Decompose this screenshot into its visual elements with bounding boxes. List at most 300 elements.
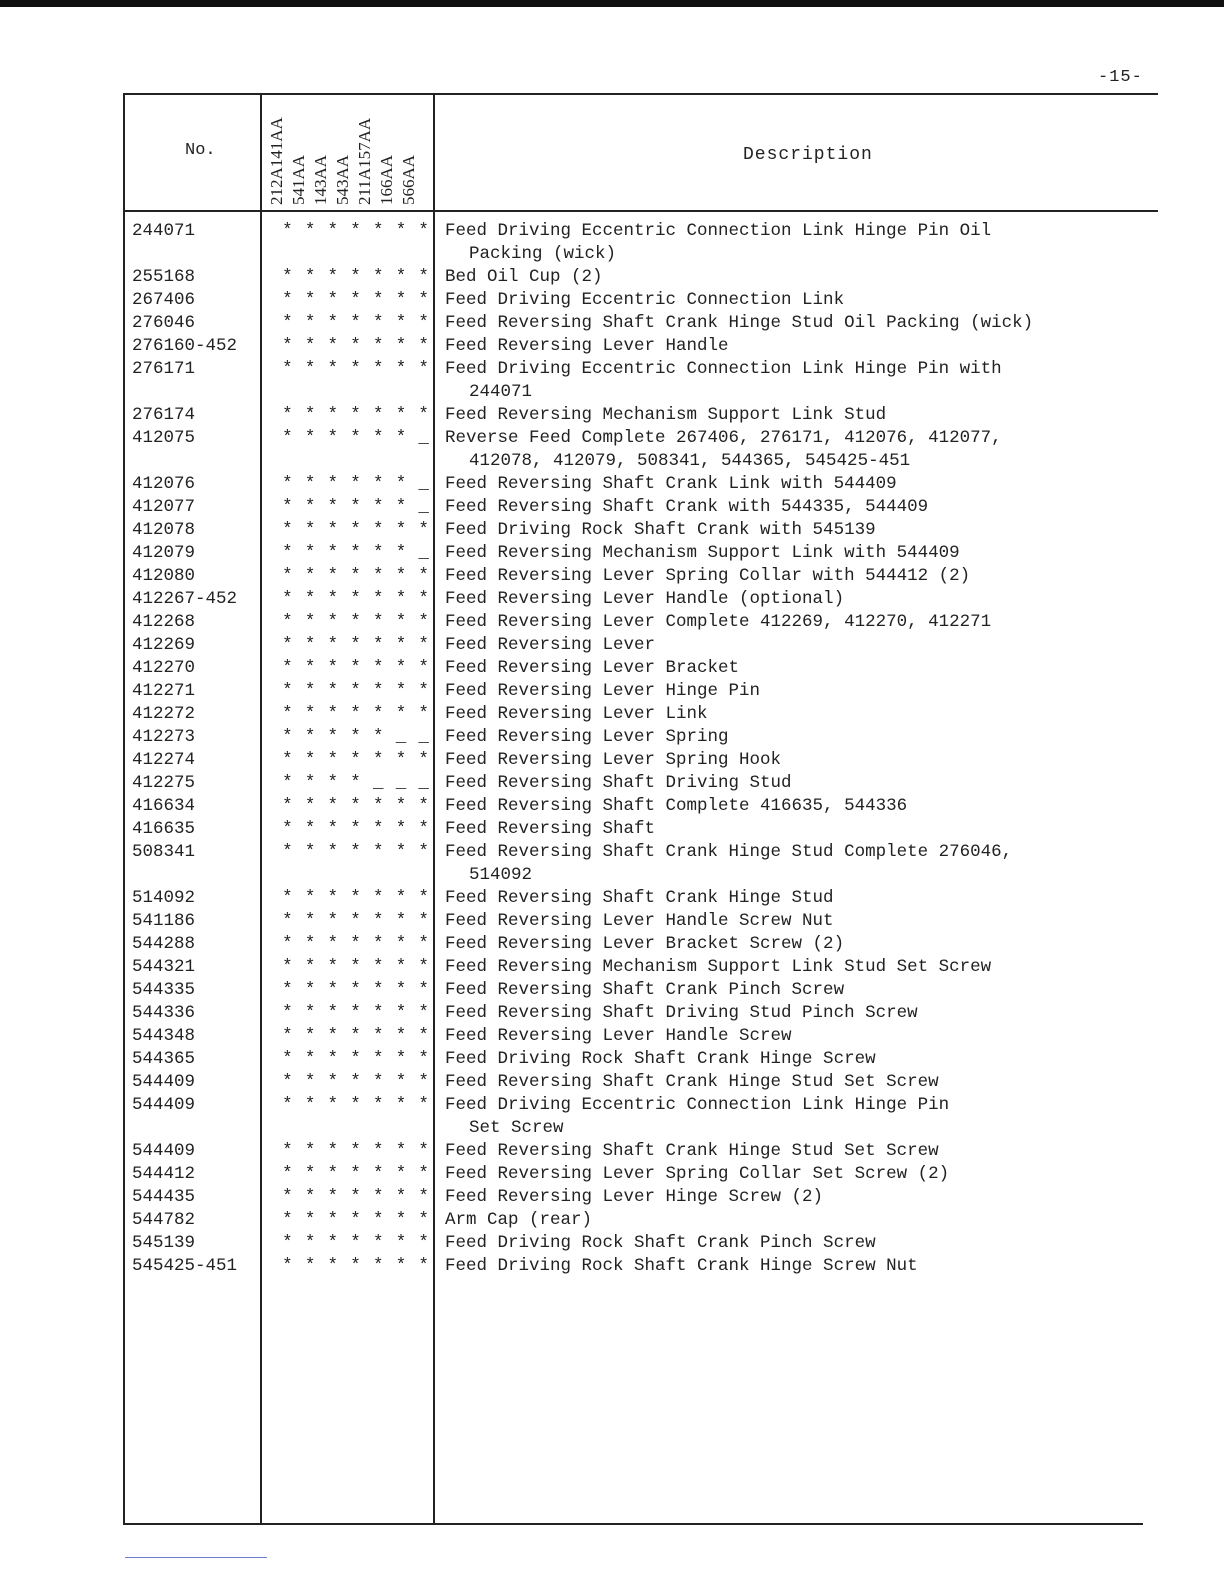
description-line: Feed Reversing Shaft Driving Stud Pinch Screw (445, 1003, 918, 1023)
model-marks (263, 1140, 435, 1163)
model-mark: * (327, 313, 339, 333)
description-line: Feed Reversing Shaft Complete 416635, 544336 (445, 796, 908, 816)
model-mark: * (327, 773, 339, 793)
part-number: 545425-451 (132, 1256, 238, 1276)
table-row (123, 496, 1158, 519)
part-description (435, 1094, 1135, 1140)
model-mark: * (418, 1026, 429, 1046)
model-marks (263, 1025, 435, 1048)
table-row (123, 795, 1158, 818)
model-mark: * (282, 290, 293, 310)
model-mark: * (327, 750, 339, 770)
part-description (435, 427, 1135, 473)
model-mark: * (395, 497, 407, 517)
model-mark: * (372, 313, 384, 333)
model-mark: * (282, 1072, 293, 1092)
model-mark: * (304, 658, 316, 678)
model-mark: * (282, 980, 293, 1000)
model-mark: * (327, 428, 339, 448)
model-mark: * (350, 589, 361, 609)
table-bottom-rule (123, 1523, 1143, 1525)
table-row (123, 910, 1158, 933)
table-row (123, 588, 1158, 611)
model-mark: * (327, 1095, 339, 1115)
model-mark: * (418, 589, 429, 609)
model-mark: * (304, 543, 316, 563)
model-mark: * (350, 1164, 361, 1184)
model-mark: * (418, 359, 429, 379)
model-mark: _ (418, 428, 429, 448)
table-row (123, 634, 1158, 657)
part-description (435, 1048, 1135, 1071)
model-mark: * (418, 888, 429, 908)
model-mark: * (350, 1256, 361, 1276)
model-mark: * (304, 819, 316, 839)
model-mark: * (304, 474, 316, 494)
model-mark: * (418, 313, 429, 333)
model-mark: * (350, 1003, 361, 1023)
part-number: 544412 (132, 1164, 196, 1184)
model-marks (263, 542, 435, 565)
table-row (123, 726, 1158, 749)
model-mark: * (350, 1049, 361, 1069)
part-number: 508341 (132, 842, 196, 862)
model-marks (263, 933, 435, 956)
part-description (435, 220, 1135, 266)
model-mark: * (395, 934, 407, 954)
model-mark: * (372, 1095, 384, 1115)
model-mark: * (350, 934, 361, 954)
model-label: 566AA (399, 154, 418, 205)
table-row (123, 1094, 1158, 1140)
model-mark: * (327, 267, 339, 287)
part-number: 514092 (132, 888, 196, 908)
part-number: 412272 (132, 704, 196, 724)
model-marks (263, 749, 435, 772)
description-continuation: 244071 (469, 382, 533, 402)
model-mark: * (372, 1049, 384, 1069)
model-mark: * (282, 520, 293, 540)
model-mark: * (372, 1210, 384, 1230)
model-mark: * (282, 635, 293, 655)
model-header (263, 93, 435, 213)
model-mark: _ (395, 727, 407, 747)
part-description (435, 795, 1135, 818)
model-mark: * (282, 1210, 293, 1230)
part-description (435, 266, 1135, 289)
model-label: 543AA (333, 154, 352, 205)
model-mark: * (372, 1233, 384, 1253)
description-line: Feed Reversing Lever Complete 412269, 412270, 412271 (445, 612, 992, 632)
part-description (435, 358, 1135, 404)
model-mark: * (282, 1003, 293, 1023)
model-mark: * (395, 474, 407, 494)
model-mark: * (418, 612, 429, 632)
model-mark: * (282, 1187, 293, 1207)
model-mark: * (304, 1187, 316, 1207)
part-number: 544365 (132, 1049, 196, 1069)
model-mark: * (282, 566, 293, 586)
model-mark: * (327, 911, 339, 931)
model-mark: * (282, 842, 293, 862)
model-mark: * (327, 566, 339, 586)
model-mark: * (350, 635, 361, 655)
model-mark: * (327, 1003, 339, 1023)
model-mark: * (372, 957, 384, 977)
model-mark: * (418, 1187, 429, 1207)
model-mark: * (372, 842, 384, 862)
model-mark: _ (418, 497, 429, 517)
model-mark: * (372, 1187, 384, 1207)
model-mark: * (327, 1164, 339, 1184)
description-line: Feed Driving Rock Shaft Crank with 545139 (445, 520, 876, 540)
model-mark: * (350, 612, 361, 632)
model-mark: * (304, 704, 316, 724)
model-mark: * (418, 842, 429, 862)
model-mark: * (350, 681, 361, 701)
model-mark: * (372, 267, 384, 287)
model-mark: * (418, 704, 429, 724)
part-description (435, 1002, 1135, 1025)
model-label: 166AA (377, 154, 396, 205)
model-marks (263, 266, 435, 289)
part-description (435, 1186, 1135, 1209)
description-line: Arm Cap (rear) (445, 1210, 593, 1230)
model-mark: * (372, 221, 384, 241)
part-description (435, 703, 1135, 726)
model-mark: * (282, 221, 293, 241)
description-line: Feed Reversing Shaft Driving Stud (445, 773, 792, 793)
description-line: Feed Driving Eccentric Connection Link Hinge Pin (445, 1095, 950, 1115)
model-mark: * (327, 1072, 339, 1092)
model-mark: * (418, 267, 429, 287)
model-mark: * (395, 1187, 407, 1207)
part-number: 276046 (132, 313, 196, 333)
part-number: 544435 (132, 1187, 196, 1207)
model-mark: * (327, 681, 339, 701)
model-mark: * (304, 1141, 316, 1161)
part-number: 412075 (132, 428, 196, 448)
model-mark: * (282, 428, 293, 448)
description-line: Feed Reversing Shaft Crank Pinch Screw (445, 980, 845, 1000)
model-marks (263, 565, 435, 588)
model-marks (263, 1163, 435, 1186)
part-number: 544409 (132, 1095, 196, 1115)
description-line: Feed Reversing Shaft Crank with 544335, 544409 (445, 497, 929, 517)
model-mark: * (395, 1210, 407, 1230)
table-row (123, 1186, 1158, 1209)
part-number: 412077 (132, 497, 196, 517)
model-mark: * (395, 589, 407, 609)
model-mark: _ (418, 773, 429, 793)
model-mark: * (327, 819, 339, 839)
table-row (123, 1255, 1158, 1278)
model-mark: * (372, 911, 384, 931)
model-marks (263, 772, 435, 795)
model-mark: * (304, 957, 316, 977)
part-number: 412268 (132, 612, 196, 632)
description-line: Feed Driving Eccentric Connection Link Hinge Pin Oil (445, 221, 992, 241)
model-mark: * (304, 1233, 316, 1253)
model-mark: * (395, 520, 407, 540)
table-row (123, 1209, 1158, 1232)
model-mark: * (372, 1141, 384, 1161)
model-mark: * (304, 520, 316, 540)
model-mark: * (327, 1049, 339, 1069)
model-mark: * (327, 290, 339, 310)
model-mark: * (395, 359, 407, 379)
model-marks (263, 1071, 435, 1094)
model-mark: * (350, 405, 361, 425)
model-mark: * (372, 635, 384, 655)
description-line: Feed Reversing Shaft (445, 819, 656, 839)
part-number: 412267-452 (132, 589, 238, 609)
model-mark: * (395, 566, 407, 586)
part-number: 545139 (132, 1233, 196, 1253)
model-marks (263, 887, 435, 910)
part-number: 412274 (132, 750, 196, 770)
model-mark: * (282, 911, 293, 931)
model-mark: * (418, 1095, 429, 1115)
table-row (123, 887, 1158, 910)
model-mark: * (395, 1233, 407, 1253)
model-mark: * (304, 405, 316, 425)
model-mark: * (395, 543, 407, 563)
table-row (123, 749, 1158, 772)
model-mark: * (304, 336, 316, 356)
description-line: Feed Reversing Lever Bracket Screw (2) (445, 934, 845, 954)
model-mark: * (350, 336, 361, 356)
part-number: 412270 (132, 658, 196, 678)
model-mark: * (282, 934, 293, 954)
description-line: Feed Reversing Lever Handle Screw Nut (445, 911, 834, 931)
description-line: Feed Reversing Lever Spring Hook (445, 750, 782, 770)
part-number: 412080 (132, 566, 196, 586)
model-mark: * (418, 1072, 429, 1092)
description-line: Feed Reversing Lever Bracket (445, 658, 740, 678)
model-marks (263, 910, 435, 933)
model-mark: * (304, 313, 316, 333)
part-description (435, 841, 1135, 887)
part-description (435, 496, 1135, 519)
model-mark: * (282, 405, 293, 425)
model-mark: * (304, 267, 316, 287)
model-mark: * (350, 1187, 361, 1207)
part-number: 276171 (132, 359, 196, 379)
model-marks (263, 496, 435, 519)
model-mark: * (350, 566, 361, 586)
model-mark: * (395, 750, 407, 770)
table-row (123, 266, 1158, 289)
model-marks (263, 519, 435, 542)
part-description (435, 818, 1135, 841)
part-number: 244071 (132, 221, 196, 241)
model-marks (263, 634, 435, 657)
table-row (123, 1002, 1158, 1025)
model-mark: * (395, 704, 407, 724)
model-mark: * (350, 520, 361, 540)
description-line: Feed Reversing Shaft Crank Hinge Stud Set Screw (445, 1072, 939, 1092)
model-mark: * (304, 635, 316, 655)
model-mark: * (304, 1210, 316, 1230)
model-mark: * (304, 1164, 316, 1184)
table-row (123, 703, 1158, 726)
model-mark: * (304, 589, 316, 609)
model-marks (263, 818, 435, 841)
model-marks (263, 703, 435, 726)
model-mark: * (372, 658, 384, 678)
model-mark: * (304, 290, 316, 310)
model-mark: * (418, 1141, 429, 1161)
part-number: 544288 (132, 934, 196, 954)
model-mark: * (282, 543, 293, 563)
model-mark: * (395, 635, 407, 655)
table-row (123, 289, 1158, 312)
model-mark: * (304, 681, 316, 701)
model-mark: * (304, 1049, 316, 1069)
description-line: Feed Reversing Lever Handle (optional) (445, 589, 845, 609)
model-marks (263, 680, 435, 703)
part-description (435, 634, 1135, 657)
description-line: Feed Driving Rock Shaft Crank Hinge Screw (445, 1049, 876, 1069)
model-mark: * (350, 658, 361, 678)
part-description (435, 1025, 1135, 1048)
part-description (435, 565, 1135, 588)
model-mark: * (372, 796, 384, 816)
part-description (435, 404, 1135, 427)
model-marks (263, 1255, 435, 1278)
model-mark: * (282, 819, 293, 839)
model-mark: * (418, 1164, 429, 1184)
model-mark: * (372, 1072, 384, 1092)
model-mark: * (350, 980, 361, 1000)
part-number: 276160-452 (132, 336, 238, 356)
model-mark: * (327, 589, 339, 609)
model-mark: * (350, 957, 361, 977)
model-mark: * (350, 359, 361, 379)
model-mark: * (395, 796, 407, 816)
table-row (123, 680, 1158, 703)
model-mark: * (282, 681, 293, 701)
model-mark: * (372, 888, 384, 908)
model-mark: * (350, 773, 361, 793)
model-mark: * (395, 1256, 407, 1276)
model-mark: * (395, 1095, 407, 1115)
model-mark: * (350, 796, 361, 816)
model-mark: * (350, 1095, 361, 1115)
model-mark: * (327, 520, 339, 540)
table-row (123, 772, 1158, 795)
description-line: Feed Reversing Lever Spring Collar Set Screw (2) (445, 1164, 950, 1184)
part-number: 544336 (132, 1003, 196, 1023)
model-mark: * (304, 796, 316, 816)
model-mark: * (350, 911, 361, 931)
model-mark: * (350, 1233, 361, 1253)
part-number: 412269 (132, 635, 196, 655)
model-mark: * (282, 773, 293, 793)
model-mark: * (418, 405, 429, 425)
parts-table (123, 93, 1158, 1528)
part-number: 544321 (132, 957, 196, 977)
part-number: 412271 (132, 681, 196, 701)
model-marks (263, 588, 435, 611)
description-continuation: 412078, 412079, 508341, 544365, 545425-451 (469, 451, 911, 471)
header-description: Description (743, 145, 873, 165)
model-label: 143AA (311, 154, 330, 205)
model-mark: * (350, 842, 361, 862)
model-mark: * (372, 1164, 384, 1184)
model-mark: * (350, 727, 361, 747)
model-mark: * (418, 980, 429, 1000)
table-row (123, 1025, 1158, 1048)
model-mark: * (304, 566, 316, 586)
model-mark: * (395, 612, 407, 632)
model-mark: * (372, 589, 384, 609)
description-line: Feed Reversing Shaft Crank Hinge Stud Set Screw (445, 1141, 939, 1161)
model-mark: * (395, 267, 407, 287)
model-mark: * (418, 934, 429, 954)
model-marks (263, 335, 435, 358)
model-mark: * (372, 1003, 384, 1023)
model-mark: * (395, 221, 407, 241)
table-row (123, 979, 1158, 1002)
model-mark: * (304, 497, 316, 517)
model-mark: * (395, 1164, 407, 1184)
model-mark: * (395, 819, 407, 839)
part-description (435, 910, 1135, 933)
model-mark: * (372, 681, 384, 701)
model-mark: * (282, 336, 293, 356)
table-row (123, 657, 1158, 680)
part-description (435, 772, 1135, 795)
part-description (435, 1209, 1135, 1232)
part-number: 541186 (132, 911, 196, 931)
model-mark: * (418, 658, 429, 678)
model-mark: * (282, 474, 293, 494)
model-mark: * (327, 957, 339, 977)
model-mark: * (418, 1003, 429, 1023)
model-mark: * (350, 704, 361, 724)
model-label: 541AA (289, 154, 308, 205)
model-marks (263, 358, 435, 404)
model-mark: * (350, 1072, 361, 1092)
model-marks (263, 1232, 435, 1255)
table-row (123, 220, 1158, 266)
description-continuation: Set Screw (469, 1118, 564, 1138)
model-marks (263, 1094, 435, 1140)
model-mark: * (304, 1072, 316, 1092)
model-mark: * (418, 911, 429, 931)
model-mark: * (418, 1233, 429, 1253)
part-description (435, 473, 1135, 496)
model-mark: * (372, 704, 384, 724)
model-mark: * (282, 727, 293, 747)
model-label: 212A141AA (267, 117, 286, 205)
model-mark: * (372, 980, 384, 1000)
model-mark: * (327, 704, 339, 724)
model-mark: * (418, 290, 429, 310)
model-mark: * (418, 819, 429, 839)
description-line: Feed Reversing Lever (445, 635, 656, 655)
model-mark: * (282, 658, 293, 678)
model-marks (263, 657, 435, 680)
model-mark: * (327, 1141, 339, 1161)
model-mark: * (350, 543, 361, 563)
model-mark: * (304, 1026, 316, 1046)
description-line: Feed Driving Eccentric Connection Link (445, 290, 845, 310)
description-line: Feed Reversing Lever Handle (445, 336, 729, 356)
model-mark: * (395, 290, 407, 310)
